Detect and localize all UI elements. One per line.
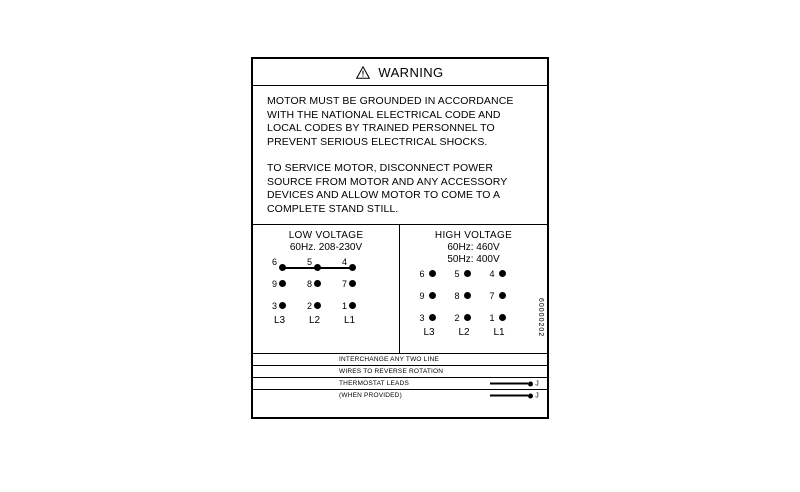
terminal-label: 9 (272, 279, 278, 289)
terminal-label: 7 (342, 279, 348, 289)
note-text: INTERCHANGE ANY TWO LINE (339, 356, 439, 363)
phase-label-l2: L2 (309, 315, 321, 326)
terminal-label: 6 (419, 269, 425, 279)
phase-label-l3: L3 (423, 327, 435, 338)
high-voltage-terminal-grid (415, 270, 533, 342)
terminal-label: 5 (454, 269, 460, 279)
note-row-3 (253, 378, 547, 390)
lead-line (490, 395, 528, 397)
note-row-1 (253, 354, 547, 366)
warning-paragraph-1: MOTOR MUST BE GROUNDED IN ACCORDANCE WITH THE NATIONAL ELECTRICAL CODE AND LOCAL CODES BY TRAINED PERSONNEL TO PREVENT SERIOUS ELECTRICAL SHOCKS. (267, 95, 514, 148)
terminal-label: 1 (342, 301, 348, 311)
note-text: WIRES TO REVERSE ROTATION (339, 368, 444, 375)
phase-label-l1: L1 (344, 315, 356, 326)
terminal-label: 4 (489, 269, 495, 279)
terminal-dot (279, 264, 286, 271)
terminal-label: 6 (272, 257, 278, 267)
terminal-label: 7 (489, 291, 495, 301)
terminal-dot (279, 280, 286, 287)
terminal-dot (499, 270, 506, 277)
terminal-dot (464, 314, 471, 321)
low-voltage-subtitle: 60Hz. 208-230V (289, 242, 363, 253)
note-row-2 (253, 366, 547, 378)
lead-line (490, 383, 528, 385)
terminal-label: 2 (307, 301, 313, 311)
terminal-label: 2 (454, 313, 460, 323)
terminal-dot (464, 270, 471, 277)
terminal-dot (429, 314, 436, 321)
terminal-label: 4 (342, 257, 348, 267)
warning-paragraph-2: TO SERVICE MOTOR, DISCONNECT POWER SOURCE FROM MOTOR AND ANY ACCESSORY DEVICES AND ALLOW MOTOR TO COME TO A COMPLETE STAND STILL. (267, 162, 508, 215)
note-row-4 (253, 390, 547, 401)
motor-nameplate-label (251, 57, 549, 419)
low-voltage-terminal-grid (267, 258, 385, 338)
diagram-high-voltage (400, 225, 547, 353)
terminal-label: 3 (419, 313, 425, 323)
terminal-dot (314, 264, 321, 271)
high-voltage-subtitle-2: 50Hz: 400V (447, 254, 500, 265)
terminal-dot (314, 302, 321, 309)
low-voltage-heading (253, 225, 399, 254)
note-text: THERMOSTAT LEADS (339, 380, 410, 387)
high-voltage-heading (400, 225, 547, 266)
note-text: (WHEN PROVIDED) (339, 392, 402, 399)
thermostat-lead-2 (490, 392, 539, 399)
high-voltage-subtitle: 60Hz: 460V (447, 242, 500, 253)
terminal-dot (499, 314, 506, 321)
phase-label-l3: L3 (274, 315, 286, 326)
terminal-label: 3 (272, 301, 278, 311)
part-code: 60000202 (537, 297, 544, 337)
warning-text-block (253, 86, 547, 225)
diagram-low-voltage (253, 225, 400, 353)
high-voltage-title: HIGH VOLTAGE (434, 230, 513, 241)
wiring-diagrams (253, 225, 547, 354)
lead-mark: J (535, 380, 539, 387)
warning-triangle-icon (356, 66, 370, 79)
terminal-dot (349, 264, 356, 271)
lead-dot (528, 393, 533, 398)
warning-title: WARNING (378, 64, 444, 80)
terminal-dot (464, 292, 471, 299)
lead-mark: J (535, 392, 539, 399)
terminal-label: 1 (489, 313, 495, 323)
warning-header (253, 59, 547, 86)
thermostat-lead-1 (490, 380, 539, 387)
terminal-dot (429, 292, 436, 299)
terminal-dot (279, 302, 286, 309)
phase-label-l1: L1 (493, 327, 505, 338)
terminal-dot (499, 292, 506, 299)
terminal-dot (349, 302, 356, 309)
terminal-dot (429, 270, 436, 277)
terminal-dot (314, 280, 321, 287)
terminal-dot (349, 280, 356, 287)
lead-dot (528, 381, 533, 386)
terminal-label: 8 (454, 291, 460, 301)
low-voltage-title: LOW VOLTAGE (288, 230, 364, 241)
terminal-label: 5 (307, 257, 313, 267)
terminal-label: 9 (419, 291, 425, 301)
terminal-label: 8 (307, 279, 313, 289)
phase-label-l2: L2 (458, 327, 470, 338)
